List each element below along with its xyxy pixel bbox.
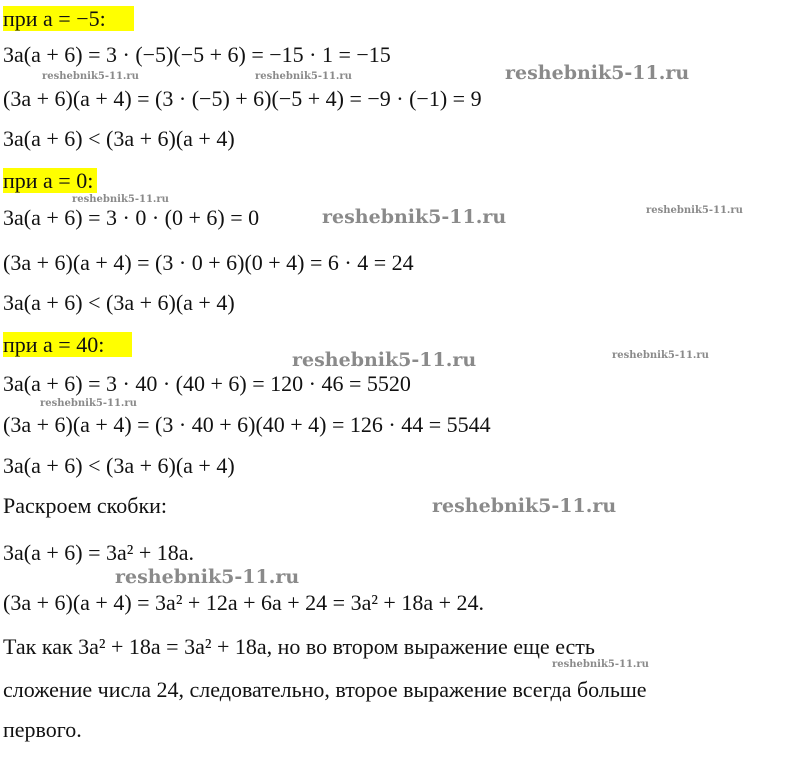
watermark: reshebnik5-11.ru [612,350,709,361]
math-line: (3a + 6)(a + 4) = (3 · (−5) + 6)(−5 + 4) = −9 · (−1) = 9 [3,86,482,111]
math-line: 3a(a + 6) = 3 · 40 · (40 + 6) = 120 · 46 = 5520 [3,371,411,396]
case-heading-0: при a = 0: [3,168,97,194]
case-heading-minus-5: при a = −5: [3,6,134,32]
watermark: reshebnik5-11.ru [115,566,300,588]
watermark: reshebnik5-11.ru [432,495,617,517]
comparison-line: 3a(a + 6) < (3a + 6)(a + 4) [3,453,235,478]
watermark: reshebnik5-11.ru [292,349,477,371]
comparison-line: 3a(a + 6) < (3a + 6)(a + 4) [3,126,235,151]
math-line: 3a(a + 6) = 3 · 0 · (0 + 6) = 0 [3,205,260,230]
expand-brackets-heading: Раскроем скобки: [3,493,168,518]
math-line: (3a + 6)(a + 4) = (3 · 40 + 6)(40 + 4) = 126 · 44 = 5544 [3,412,491,437]
watermark: reshebnik5-11.ru [72,194,169,205]
math-line: 3a(a + 6) = 3 · (−5)(−5 + 6) = −15 · 1 = −15 [3,42,391,67]
watermark: reshebnik5-11.ru [646,205,743,216]
watermark: reshebnik5-11.ru [322,206,507,228]
math-line: (3a + 6)(a + 4) = 3a² + 12a + 6a + 24 = 3a² + 18a + 24. [3,590,485,615]
comparison-line: 3a(a + 6) < (3a + 6)(a + 4) [3,290,235,315]
conclusion-text: сложение числа 24, следовательно, второе выражение всегда больше [3,677,647,702]
watermark: reshebnik5-11.ru [255,71,352,82]
watermark: reshebnik5-11.ru [40,398,137,409]
conclusion-text: Так как 3a² + 18a = 3a² + 18a, но во втором выражение еще есть [3,634,595,659]
watermark: reshebnik5-11.ru [505,62,690,84]
watermark: reshebnik5-11.ru [552,659,649,670]
math-line: 3a(a + 6) = 3a² + 18a. [3,540,195,565]
watermark: reshebnik5-11.ru [42,71,139,82]
case-heading-40: при a = 40: [3,332,132,358]
conclusion-text: первого. [3,717,82,742]
math-line: (3a + 6)(a + 4) = (3 · 0 + 6)(0 + 4) = 6 · 4 = 24 [3,250,414,275]
